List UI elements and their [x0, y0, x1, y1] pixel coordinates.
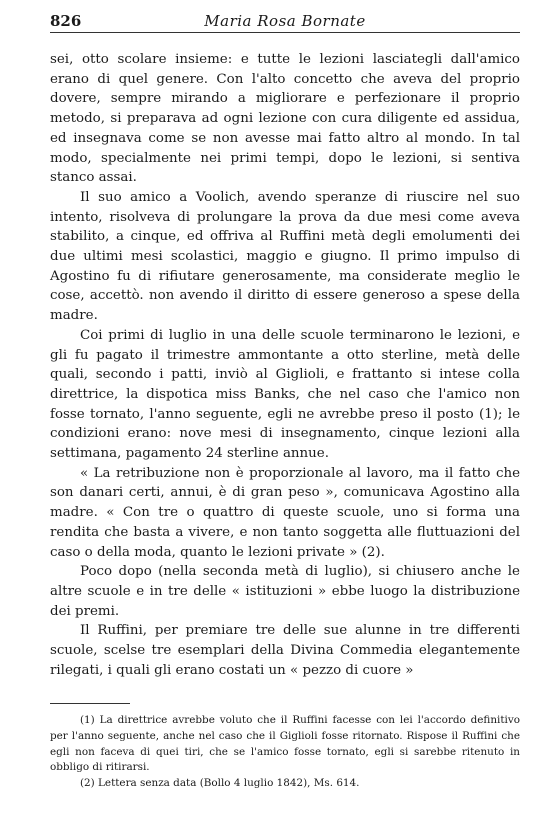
page-number: 826 [50, 12, 82, 30]
footnote-1: (1) La direttrice avrebbe voluto che il Ruffini facesse con lei l'accordo definitivo per l'anno seguente, anche nel caso che il Giglioli fosse ritornato. Rispose il Ruffini che egli non faceva di quei tiri, che se l'amico fosse tornato, egli si sarebbe ritenuto in obbligo di ritirarsi. [50, 714, 520, 774]
paragraph-6: Il Ruffini, per premiare tre delle sue alunne in tre differenti scuole, scelse tre esemplari della Divina Commedia elegantemente rilegati, i quali gli erano costati un « pezzo di cuore » [50, 623, 520, 678]
footnote-2: (2) Lettera senza data (Bollo 4 luglio 1842), Ms. 614. [80, 777, 360, 790]
footnotes [50, 713, 520, 792]
paragraph-1: sei, otto scolare insieme: e tutte le lezioni lasciategli dall'amico erano di quel genere. Con l'alto concetto che aveva del proprio dovere, sempre mirando a migliorare e perfezionare il proprio metodo, si preparava ad ogni lezione con cura diligente ed assidua, ed insegnava come se non avesse mai fatto altro al mondo. In tal modo, specialmente nei primi tempi, dopo le lezioni, si sentiva stanco assai. [50, 52, 520, 186]
paragraph-2: Il suo amico a Voolich, avendo speranze di riuscire nel suo intento, risolveva di prolungare la prova da due mesi come aveva stabilito, a cinque, ed offriva al Ruffini metà degli emolumenti dei due ultimi mesi scolastici, maggio e giugno. Il primo impulso di Agostino fu di rifiutare generosamente, ma considerate meglio le cose, accettò. non avendo il diritto di essere generoso a spese della madre. [50, 189, 520, 324]
body-text [50, 50, 520, 681]
paragraph-3: Coi primi di luglio in una delle scuole terminarono le lezioni, e gli fu pagato il trimestre ammontante a otto sterline, metà delle quali, secondo i patti, inviò al Giglioli, e frattanto si intese colla direttrice, la dispotica miss Banks, che nel caso che l'amico non fosse tornato, l'anno seguente, egli ne avrebbe preso il posto (1); le condizioni erano: nove mesi di insegnamento, cinque lezioni alla settimana, pagamento 24 sterline annue. [50, 327, 520, 462]
paragraph-4: « La retribuzione non è proporzionale al lavoro, ma il fatto che son danari certi, annui, è di gran peso », comunicava Agostino alla madre. « Con tre o quattro di queste scuole, uno si forma una rendita che basta a vivere, e non tanto soggetta alle fluttuazioni del caso o della moda, quanto le lezioni private » (2). [50, 465, 520, 560]
footnote-divider [50, 703, 130, 704]
running-header [50, 10, 520, 33]
paragraph-5: Poco dopo (nella seconda metà di luglio), si chiusero anche le altre scuole e in tre delle « istituzioni » ebbe luogo la distribuzione dei premi. [50, 564, 520, 619]
running-title: Maria Rosa Bornate [204, 12, 366, 30]
